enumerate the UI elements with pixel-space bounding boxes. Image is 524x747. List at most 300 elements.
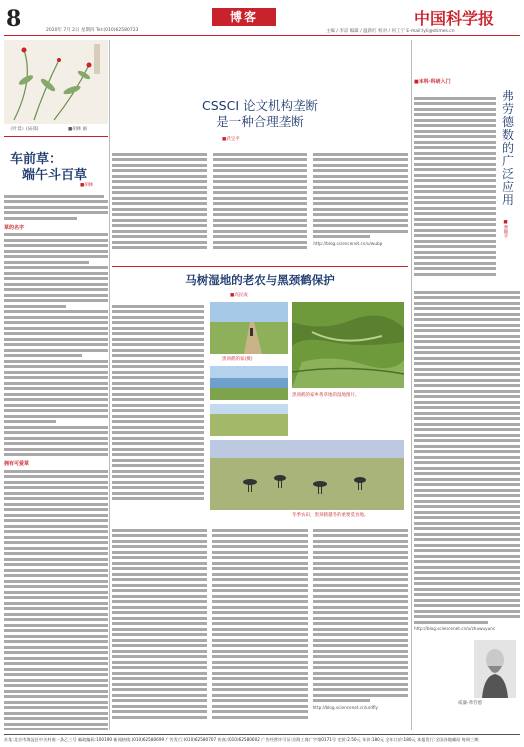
text-line: [4, 277, 108, 280]
text-line: [212, 628, 307, 631]
text-line: [414, 329, 520, 332]
text-line: [4, 310, 108, 313]
paper-name: 中国科学报: [414, 9, 495, 28]
text-line: [212, 551, 307, 554]
text-line: [414, 412, 520, 415]
text-line: [212, 655, 307, 658]
text-line: [212, 556, 307, 559]
text-line: [213, 186, 308, 189]
text-line: [313, 186, 408, 189]
text-line: [112, 453, 204, 456]
text-line: [112, 481, 204, 484]
text-line: [4, 514, 108, 517]
text-line: [112, 343, 204, 346]
text-line: [414, 522, 520, 525]
text-line: [4, 426, 108, 429]
text-line: [213, 164, 308, 167]
column-tag: ■本科·科研入门: [414, 79, 451, 85]
text-line: [414, 544, 520, 547]
text-line: [313, 595, 408, 598]
text-line: [4, 272, 108, 275]
text-line: [4, 294, 108, 297]
text-line: [4, 470, 108, 473]
text-line: [414, 251, 496, 254]
text-line: [212, 567, 307, 570]
text-line: [414, 146, 496, 149]
text-line: [112, 611, 207, 614]
text-line: [4, 382, 108, 385]
text-line: [414, 124, 496, 127]
text-line: [112, 338, 204, 341]
text-line: [212, 545, 307, 548]
text-line: [4, 299, 108, 302]
text-line: [4, 316, 108, 319]
source-url: http://blog.sciencenet.cn/u/dfly: [312, 704, 379, 710]
text-line: [112, 661, 207, 664]
text-line: [213, 180, 308, 183]
photo-farmland: [210, 404, 288, 436]
text-line: [212, 617, 307, 620]
text-line: [212, 534, 307, 537]
text-line: [313, 617, 408, 620]
text-column: [213, 150, 308, 252]
text-line: [112, 540, 207, 543]
text-line: [414, 401, 520, 404]
text-line: [313, 562, 408, 565]
text-line: [414, 108, 496, 111]
text-line: [414, 152, 496, 155]
footer-rule: [4, 734, 520, 735]
text-line: [313, 655, 408, 658]
text-line: [4, 607, 108, 610]
text-line: [414, 135, 496, 138]
text-line: [4, 508, 108, 511]
headline-line: CSSCI 论文机构垄断: [202, 98, 318, 113]
title-line: 端午斗百草: [22, 168, 88, 183]
text-line: [414, 615, 520, 618]
text-line: [112, 371, 204, 374]
text-line: [212, 677, 307, 680]
text-line: [414, 527, 520, 530]
text-line: [4, 640, 108, 643]
text-line: [414, 357, 520, 360]
text-line: [313, 224, 408, 227]
text-line: [4, 288, 108, 291]
text-line: [313, 534, 408, 537]
text-line: [414, 307, 520, 310]
text-line: [414, 324, 520, 327]
text-line: [414, 494, 520, 497]
text-line: [212, 529, 307, 532]
text-line: [414, 296, 520, 299]
text-line: [212, 666, 307, 669]
title-char: 弗: [501, 89, 514, 103]
text-line: [313, 191, 408, 194]
byline: ■高民成: [230, 293, 248, 298]
byline: ■曹顺平: [503, 220, 508, 239]
article-headline: [112, 98, 408, 130]
text-line: [414, 505, 520, 508]
text-line: [212, 644, 307, 647]
text-line: [112, 349, 204, 352]
text-line: [414, 500, 520, 503]
text-line: [4, 486, 108, 489]
text-line: [112, 175, 207, 178]
text-line: [213, 235, 308, 238]
text-line: [313, 578, 408, 581]
text-line: [414, 273, 496, 276]
title-line: 车前草：: [10, 152, 63, 167]
text-line: [112, 213, 207, 216]
text-line: [112, 655, 207, 658]
text-line: [414, 291, 520, 294]
text-line: [4, 497, 108, 500]
byline: ■武宝平: [222, 137, 240, 142]
date-line: 2020年 7月 2日 星期四 Tel:(010)62580723: [46, 28, 139, 33]
text-line: [313, 622, 408, 625]
text-line: [313, 540, 408, 543]
text-line: [112, 219, 207, 222]
text-line: [414, 395, 520, 398]
text-line: [414, 489, 520, 492]
text-line: [414, 478, 520, 481]
text-line: [4, 332, 108, 335]
text-line: [212, 633, 307, 636]
text-line: [313, 639, 408, 642]
text-line: [313, 153, 408, 156]
text-line: [414, 179, 496, 182]
text-line: [313, 551, 408, 554]
text-line: [112, 595, 207, 598]
article-body: [4, 192, 108, 730]
text-line: [112, 650, 207, 653]
text-line: [213, 241, 308, 244]
text-line: [414, 555, 520, 558]
text-line: [112, 589, 207, 592]
title-char: 劳: [501, 102, 514, 116]
text-line: [4, 371, 108, 374]
text-line: [4, 706, 108, 709]
text-line: [112, 437, 204, 440]
text-line: [112, 710, 207, 713]
text-line: [414, 313, 520, 316]
text-line: [313, 545, 408, 548]
column-divider: [411, 40, 412, 730]
text-line: [313, 600, 408, 603]
text-line: [414, 417, 520, 420]
text-line: [112, 633, 207, 636]
text-line: [112, 562, 207, 565]
text-line: [4, 415, 108, 418]
section-rule: [112, 266, 408, 267]
text-line: [4, 481, 108, 484]
text-line: [4, 376, 108, 379]
text-line: [212, 578, 307, 581]
byline: ■胡林: [80, 183, 94, 188]
headline-line: 是一种合理垄断: [216, 114, 304, 129]
masthead-rule: [4, 35, 520, 36]
text-line: [4, 569, 108, 572]
text-column: [212, 526, 307, 721]
text-line: [414, 588, 520, 591]
text-line: [414, 472, 520, 475]
text-line: [414, 610, 520, 613]
text-line: [4, 690, 108, 693]
text-line: [112, 241, 207, 244]
text-line: [212, 639, 307, 642]
text-line: [112, 622, 207, 625]
text-line: [112, 545, 207, 548]
text-line: [414, 318, 520, 321]
text-line: [112, 235, 207, 238]
photo-caption: 黑颈鹤的家(摄): [222, 357, 253, 362]
text-line: [414, 577, 520, 580]
source-url: http://blog.sciencenet.cn/u/zhuwuyunc: [414, 626, 496, 631]
text-line: [213, 230, 308, 233]
text-line: [112, 327, 204, 330]
text-line: [4, 217, 77, 220]
text-line: [112, 683, 207, 686]
text-line: [112, 459, 204, 462]
text-line: [414, 97, 496, 100]
text-line: [4, 668, 108, 671]
text-line: [414, 157, 496, 160]
illustration-credit: ■胡林 画: [68, 127, 88, 132]
text-line: [414, 119, 496, 122]
portrait-caption: 威廉·弗劳德: [458, 701, 482, 706]
text-line: [414, 362, 520, 365]
text-line: [112, 464, 204, 467]
text-line: [313, 611, 408, 614]
text-line: [4, 552, 108, 555]
text-line: [212, 600, 307, 603]
text-line: [112, 224, 207, 227]
text-line: [112, 208, 207, 211]
text-line: [4, 723, 108, 726]
subhead: 拥有可爱草: [4, 461, 30, 467]
text-line: [4, 536, 108, 539]
text-line: [112, 332, 204, 335]
text-line: [112, 415, 204, 418]
text-line: [212, 694, 307, 697]
text-line: [414, 571, 520, 574]
text-line: [4, 365, 108, 368]
text-line: [212, 589, 307, 592]
text-line: [313, 699, 370, 702]
article-columns: [112, 526, 408, 721]
text-line: [414, 593, 520, 596]
text-line: [4, 387, 108, 390]
text-column: [313, 150, 408, 252]
photo-aerial-wetland: [292, 302, 404, 388]
text-line: [414, 256, 496, 259]
text-line: [313, 633, 408, 636]
text-line: [112, 672, 207, 675]
text-line: [313, 573, 408, 576]
footer-info: 社址:北京市海淀区中关村南一条乙三号 邮政编码:100190 新闻热线:(010)62580699 广告发行:(010)62580707 传真:(010)62580602 广告经营许可证:京海工商广字第0171号 定价:2.50元 年价:180元 全年订价:180元 本报发行:全国各地邮局 每周三期: [4, 737, 479, 742]
text-line: [414, 483, 520, 486]
text-line: [414, 234, 496, 237]
text-column: [112, 526, 207, 721]
text-line: [212, 611, 307, 614]
section-badge: 博客: [212, 8, 276, 26]
text-line: [112, 617, 207, 620]
text-line: [4, 448, 108, 451]
text-line: [112, 666, 207, 669]
text-line: [112, 169, 207, 172]
text-line: [414, 373, 520, 376]
text-line: [414, 533, 520, 536]
text-line: [4, 712, 108, 715]
text-line: [414, 207, 496, 210]
text-line: [414, 102, 496, 105]
text-line: [112, 360, 204, 363]
text-line: [414, 113, 496, 116]
text-line: [212, 650, 307, 653]
title-char: 数: [501, 128, 514, 142]
text-line: [414, 190, 496, 193]
left-column: [4, 40, 108, 730]
text-line: [414, 218, 496, 221]
text-line: [414, 267, 496, 270]
text-line: [112, 699, 207, 702]
text-line: [313, 567, 408, 570]
text-line: [212, 672, 307, 675]
text-line: [414, 582, 520, 585]
text-line: [414, 302, 520, 305]
ink-painting-illustration: [4, 40, 108, 124]
text-line: [4, 453, 108, 456]
text-line: [313, 213, 408, 216]
text-line: [112, 606, 207, 609]
text-line: [112, 246, 207, 249]
text-line: [112, 354, 204, 357]
text-line: [112, 600, 207, 603]
text-line: [112, 529, 207, 532]
text-line: [213, 197, 308, 200]
article-columns: [112, 150, 408, 252]
text-line: [414, 604, 520, 607]
text-line: [213, 246, 308, 249]
text-line: [414, 240, 496, 243]
title-char: 用: [501, 193, 514, 207]
text-line: [414, 456, 520, 459]
text-line: [212, 595, 307, 598]
text-line: [414, 621, 488, 624]
text-line: [4, 662, 108, 665]
text-line: [414, 346, 520, 349]
text-line: [4, 717, 108, 720]
text-line: [414, 351, 520, 354]
text-line: [414, 368, 520, 371]
text-line: [414, 423, 520, 426]
text-line: [4, 530, 108, 533]
text-line: [112, 688, 207, 691]
text-line: [4, 266, 108, 269]
wetland-article: [112, 266, 408, 734]
text-line: [213, 224, 308, 227]
text-line: [4, 596, 108, 599]
text-line: [414, 196, 496, 199]
text-line: [112, 497, 204, 500]
text-line: [4, 503, 108, 506]
text-line: [112, 556, 207, 559]
text-line: [313, 666, 408, 669]
text-line: [4, 442, 108, 445]
text-line: [414, 439, 520, 442]
text-line: [212, 573, 307, 576]
text-line: [4, 580, 108, 583]
text-line: [112, 382, 204, 385]
text-line: [4, 233, 108, 236]
text-line: [112, 492, 204, 495]
text-line: [313, 208, 408, 211]
text-line: [313, 235, 370, 238]
text-line: [414, 335, 520, 338]
text-line: [4, 547, 108, 550]
text-line: [414, 434, 520, 437]
text-line: [414, 201, 496, 204]
text-line: [112, 420, 204, 423]
photo-caption: 黑颈鹤的家乡黄草地的湿地图片。: [292, 393, 360, 398]
text-line: [4, 695, 108, 698]
text-line: [112, 202, 207, 205]
portrait-photo: [474, 640, 516, 698]
text-line: [414, 130, 496, 133]
text-line: [4, 255, 108, 258]
text-line: [112, 316, 204, 319]
text-line: [4, 618, 108, 621]
text-line: [414, 384, 520, 387]
column-divider: [109, 40, 110, 730]
text-line: [112, 584, 207, 587]
text-line: [4, 321, 108, 324]
title-char: 德: [501, 115, 514, 129]
text-line: [212, 606, 307, 609]
text-line: [112, 442, 204, 445]
text-line: [4, 646, 108, 649]
text-line: [112, 310, 204, 313]
text-line: [414, 262, 496, 265]
text-line: [4, 200, 108, 203]
text-line: [4, 563, 108, 566]
text-line: [213, 175, 308, 178]
text-line: [4, 409, 108, 412]
right-column: [414, 40, 520, 730]
section-rule: [4, 136, 108, 137]
text-line: [414, 212, 496, 215]
text-line: [112, 191, 207, 194]
text-column: [112, 150, 207, 252]
text-line: [212, 661, 307, 664]
text-line: [313, 672, 408, 675]
text-line: [4, 239, 108, 242]
text-line: [112, 186, 207, 189]
text-line: [313, 529, 408, 532]
text-line: [4, 349, 108, 352]
text-line: [112, 578, 207, 581]
text-line: [112, 230, 207, 233]
text-line: [112, 404, 204, 407]
photo-caption: 冬季农田，黑颈鹤越冬的重要觅食地。: [292, 513, 369, 518]
text-line: [4, 492, 108, 495]
text-line: [313, 606, 408, 609]
text-line: [313, 584, 408, 587]
text-line: [112, 197, 207, 200]
text-line: [4, 701, 108, 704]
text-line: [414, 599, 520, 602]
text-line: [414, 229, 496, 232]
